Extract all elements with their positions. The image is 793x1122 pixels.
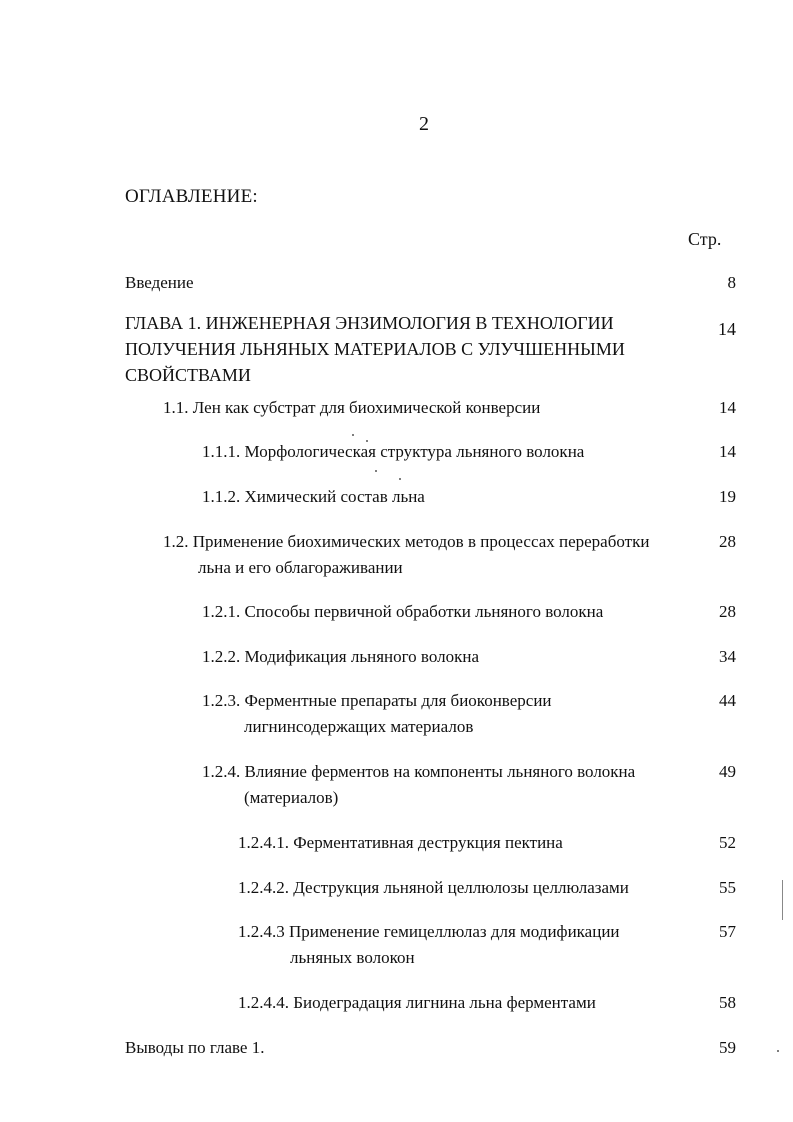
toc-entry-page: 14 [719, 398, 736, 417]
toc-entry-line: лигнинсодержащих материалов [244, 717, 474, 736]
toc-entry-title [163, 529, 723, 581]
scan-speck [375, 470, 377, 472]
scan-speck [777, 1050, 779, 1052]
toc-entry-title [202, 759, 762, 811]
toc-entry-title [202, 484, 762, 510]
toc-entry-line: льняных волокон [290, 948, 415, 967]
scan-speck [352, 434, 354, 436]
toc-entry-page: 28 [719, 532, 736, 551]
toc-entry-line: 1.2.2. Модификация льняного волокна [202, 647, 479, 666]
toc-entry-title [202, 439, 762, 465]
toc-entry-page: 44 [719, 691, 736, 710]
scan-edge-mark [782, 880, 783, 920]
toc-entry-title [202, 688, 762, 740]
toc-entry-line: 1.2.4.2. Деструкция льняной целлюлозы целлюлазами [238, 878, 629, 897]
toc-entry-title [125, 270, 685, 296]
toc-entry-page: 52 [719, 833, 736, 852]
toc-entry-title [202, 644, 762, 670]
scan-speck [399, 478, 401, 480]
toc-entry-page: 59 [719, 1038, 736, 1057]
scan-speck [366, 440, 368, 442]
toc-entry-page: 28 [719, 602, 736, 621]
toc-entry-title [125, 1035, 685, 1061]
toc-heading: ОГЛАВЛЕНИЕ: [125, 186, 258, 207]
toc-entry-title [238, 990, 793, 1016]
toc-entry-line: 1.2.4.3 Применение гемицеллюлаз для модификации [238, 922, 620, 941]
toc-entry-page: 8 [727, 273, 736, 292]
toc-entry-line: СВОЙСТВАМИ [125, 365, 251, 385]
toc-entry-line: Выводы по главе 1. [125, 1038, 265, 1057]
toc-entry-line: ГЛАВА 1. ИНЖЕНЕРНАЯ ЭНЗИМОЛОГИЯ В ТЕХНОЛОГИИ [125, 313, 614, 333]
toc-entry-line: 1.1. Лен как субстрат для биохимической конверсии [163, 398, 541, 417]
page-column-label: Стр. [688, 229, 722, 249]
toc-entry-page: 49 [719, 762, 736, 781]
toc-entry-line: 1.1.2. Химический состав льна [202, 487, 425, 506]
toc-entry-line: Введение [125, 273, 194, 292]
toc-entry-line: 1.2.4.4. Биодеградация лигнина льна ферментами [238, 993, 596, 1012]
toc-entry-line: ПОЛУЧЕНИЯ ЛЬНЯНЫХ МАТЕРИАЛОВ С УЛУЧШЕННЫМИ [125, 339, 625, 359]
toc-entry-line: 1.2.4.1. Ферментативная деструкция пектина [238, 833, 563, 852]
toc-entry-page: 14 [718, 319, 736, 339]
toc-entry-line: 1.2.1. Способы первичной обработки льняного волокна [202, 602, 604, 621]
toc-entry-title [238, 830, 793, 856]
page-number: 2 [419, 113, 429, 135]
toc-entry-page: 55 [719, 878, 736, 897]
toc-entry-title [163, 395, 723, 421]
toc-entry-line: 1.2. Применение биохимических методов в процессах переработки [163, 532, 650, 551]
toc-entry-title [238, 919, 793, 971]
toc-entry-line: (материалов) [244, 788, 339, 807]
toc-entry-line: льна и его облагораживании [198, 558, 403, 577]
toc-entry-title [238, 875, 793, 901]
toc-entry-page: 14 [719, 442, 736, 461]
toc-entry-page: 57 [719, 922, 736, 941]
toc-entry-title [202, 599, 762, 625]
toc-entry-title [125, 310, 685, 388]
toc-entry-page: 34 [719, 647, 736, 666]
toc-entry-page: 58 [719, 993, 736, 1012]
toc-entry-page: 19 [719, 487, 736, 506]
toc-entry-line: 1.1.1. Морфологическая структура льняного волокна [202, 442, 585, 461]
toc-entry-line: 1.2.3. Ферментные препараты для биоконверсии [202, 691, 552, 710]
toc-entry-line: 1.2.4. Влияние ферментов на компоненты льняного волокна [202, 762, 636, 781]
